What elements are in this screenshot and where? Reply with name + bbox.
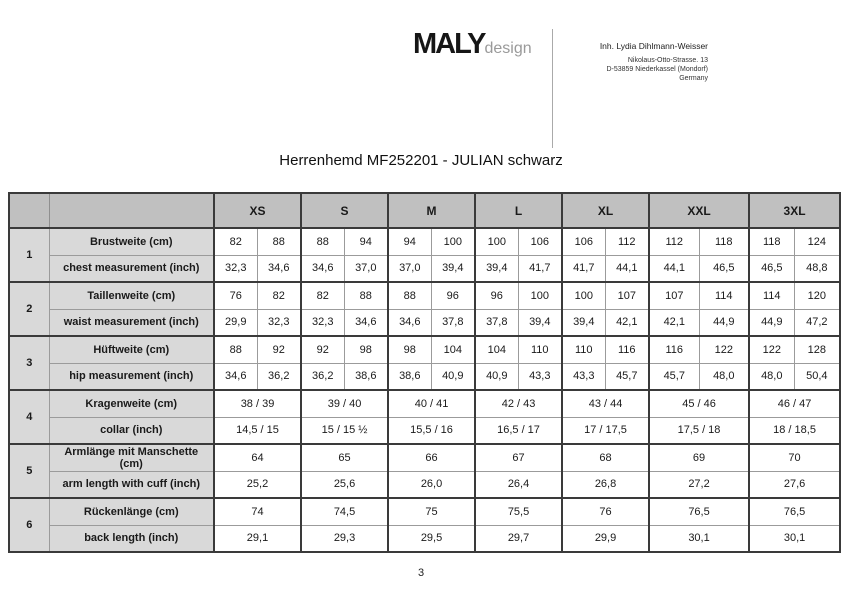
value-cell: 29,3 (301, 525, 388, 552)
value-cell: 118 (749, 228, 794, 255)
value-cell: 110 (518, 336, 562, 363)
value-cell: 34,6 (214, 363, 257, 390)
size-chart (8, 192, 841, 553)
value-cell: 27,6 (749, 471, 840, 498)
value-cell: 39,4 (518, 309, 562, 336)
row-label-inch: collar (inch) (49, 417, 214, 444)
value-cell: 48,8 (794, 255, 840, 282)
value-cell: 34,6 (301, 255, 344, 282)
value-cell: 100 (431, 228, 475, 255)
value-cell: 37,0 (344, 255, 388, 282)
value-cell: 32,3 (257, 309, 301, 336)
size-header-xs: XS (214, 193, 301, 228)
row-label-inch: hip measurement (inch) (49, 363, 214, 390)
value-cell: 76,5 (749, 498, 840, 525)
value-cell: 42 / 43 (475, 390, 562, 417)
value-cell: 107 (649, 282, 699, 309)
contact-owner: Inh. Lydia Dihlmann-Weisser (599, 41, 708, 51)
value-cell: 70 (749, 444, 840, 471)
value-cell: 100 (562, 282, 605, 309)
value-cell: 104 (475, 336, 518, 363)
value-cell: 37,8 (431, 309, 475, 336)
value-cell: 38 / 39 (214, 390, 301, 417)
value-cell: 124 (794, 228, 840, 255)
contact-street: Nikolaus-Otto-Strasse. 13 (627, 57, 708, 64)
value-cell: 16,5 / 17 (475, 417, 562, 444)
value-cell: 29,1 (214, 525, 301, 552)
value-cell: 46,5 (749, 255, 794, 282)
row-label-inch: arm length with cuff (inch) (49, 471, 214, 498)
size-header-xxl: XXL (649, 193, 749, 228)
size-header-m: M (388, 193, 475, 228)
value-cell: 98 (344, 336, 388, 363)
value-cell: 14,5 / 15 (214, 417, 301, 444)
row-label-cm: Taillenweite (cm) (49, 282, 214, 309)
value-cell: 43 / 44 (562, 390, 649, 417)
size-header-s: S (301, 193, 388, 228)
value-cell: 112 (649, 228, 699, 255)
value-cell: 75,5 (475, 498, 562, 525)
value-cell: 40,9 (431, 363, 475, 390)
value-cell: 45,7 (649, 363, 699, 390)
value-cell: 96 (475, 282, 518, 309)
value-cell: 43,3 (518, 363, 562, 390)
value-cell: 43,3 (562, 363, 605, 390)
value-cell: 46 / 47 (749, 390, 840, 417)
value-cell: 34,6 (257, 255, 301, 282)
value-cell: 39 / 40 (301, 390, 388, 417)
value-cell: 88 (388, 282, 431, 309)
value-cell: 48,0 (749, 363, 794, 390)
value-cell: 39,4 (475, 255, 518, 282)
value-cell: 36,2 (301, 363, 344, 390)
value-cell: 25,6 (301, 471, 388, 498)
value-cell: 69 (649, 444, 749, 471)
value-cell: 47,2 (794, 309, 840, 336)
value-cell: 40,9 (475, 363, 518, 390)
row-label-cm: Hüftweite (cm) (49, 336, 214, 363)
value-cell: 26,4 (475, 471, 562, 498)
value-cell: 120 (794, 282, 840, 309)
value-cell: 92 (301, 336, 344, 363)
value-cell: 32,3 (301, 309, 344, 336)
size-header-xl: XL (562, 193, 649, 228)
row-label-inch: chest measurement (inch) (49, 255, 214, 282)
logo-sub-text: design (484, 40, 532, 57)
value-cell: 29,9 (562, 525, 649, 552)
table-corner-cell (9, 193, 49, 228)
value-cell: 74,5 (301, 498, 388, 525)
value-cell: 39,4 (431, 255, 475, 282)
value-cell: 88 (257, 228, 301, 255)
value-cell: 25,2 (214, 471, 301, 498)
value-cell: 92 (257, 336, 301, 363)
row-number: 1 (9, 228, 49, 282)
letterhead-divider (552, 29, 553, 148)
value-cell: 88 (344, 282, 388, 309)
value-cell: 50,4 (794, 363, 840, 390)
value-cell: 27,2 (649, 471, 749, 498)
value-cell: 40 / 41 (388, 390, 475, 417)
value-cell: 114 (699, 282, 749, 309)
value-cell: 106 (562, 228, 605, 255)
contact-block (556, 41, 708, 83)
value-cell: 76 (562, 498, 649, 525)
row-number: 3 (9, 336, 49, 390)
measurement-label-header (49, 193, 214, 228)
value-cell: 38,6 (344, 363, 388, 390)
value-cell: 98 (388, 336, 431, 363)
value-cell: 68 (562, 444, 649, 471)
row-label-cm: Kragenweite (cm) (49, 390, 214, 417)
value-cell: 74 (214, 498, 301, 525)
value-cell: 15 / 15 ½ (301, 417, 388, 444)
value-cell: 36,2 (257, 363, 301, 390)
value-cell: 94 (344, 228, 388, 255)
value-cell: 116 (605, 336, 649, 363)
value-cell: 107 (605, 282, 649, 309)
value-cell: 100 (518, 282, 562, 309)
value-cell: 94 (388, 228, 431, 255)
value-cell: 34,6 (344, 309, 388, 336)
value-cell: 45,7 (605, 363, 649, 390)
value-cell: 37,8 (475, 309, 518, 336)
value-cell: 76 (214, 282, 257, 309)
contact-city: D-53859 Niederkassel (Mondorf) (606, 66, 708, 73)
value-cell: 17 / 17,5 (562, 417, 649, 444)
page-title: Herrenhemd MF252201 - JULIAN schwarz (279, 152, 563, 169)
value-cell: 118 (699, 228, 749, 255)
value-cell: 32,3 (214, 255, 257, 282)
maly-logo (413, 30, 532, 59)
size-header-l: L (475, 193, 562, 228)
row-label-cm: Armlänge mit Manschette (cm) (49, 444, 214, 471)
value-cell: 114 (749, 282, 794, 309)
row-label-cm: Brustweite (cm) (49, 228, 214, 255)
row-label-inch: back length (inch) (49, 525, 214, 552)
value-cell: 128 (794, 336, 840, 363)
value-cell: 42,1 (649, 309, 699, 336)
value-cell: 88 (301, 228, 344, 255)
value-cell: 110 (562, 336, 605, 363)
value-cell: 30,1 (649, 525, 749, 552)
row-label-inch: waist measurement (inch) (49, 309, 214, 336)
value-cell: 104 (431, 336, 475, 363)
value-cell: 42,1 (605, 309, 649, 336)
size-table (8, 192, 841, 553)
value-cell: 96 (431, 282, 475, 309)
value-cell: 76,5 (649, 498, 749, 525)
size-header-3xl: 3XL (749, 193, 840, 228)
value-cell: 17,5 / 18 (649, 417, 749, 444)
value-cell: 82 (257, 282, 301, 309)
row-number: 4 (9, 390, 49, 444)
value-cell: 75 (388, 498, 475, 525)
value-cell: 66 (388, 444, 475, 471)
row-number: 2 (9, 282, 49, 336)
logo-main-text: MALY (413, 28, 485, 60)
value-cell: 34,6 (388, 309, 431, 336)
value-cell: 67 (475, 444, 562, 471)
value-cell: 82 (214, 228, 257, 255)
value-cell: 39,4 (562, 309, 605, 336)
value-cell: 45 / 46 (649, 390, 749, 417)
value-cell: 44,1 (605, 255, 649, 282)
value-cell: 37,0 (388, 255, 431, 282)
value-cell: 100 (475, 228, 518, 255)
value-cell: 48,0 (699, 363, 749, 390)
value-cell: 44,9 (699, 309, 749, 336)
value-cell: 30,1 (749, 525, 840, 552)
value-cell: 46,5 (699, 255, 749, 282)
value-cell: 116 (649, 336, 699, 363)
value-cell: 29,5 (388, 525, 475, 552)
row-number: 6 (9, 498, 49, 552)
value-cell: 41,7 (562, 255, 605, 282)
page-number: 3 (417, 567, 425, 579)
value-cell: 65 (301, 444, 388, 471)
value-cell: 112 (605, 228, 649, 255)
value-cell: 82 (301, 282, 344, 309)
value-cell: 122 (699, 336, 749, 363)
value-cell: 15,5 / 16 (388, 417, 475, 444)
value-cell: 26,0 (388, 471, 475, 498)
value-cell: 106 (518, 228, 562, 255)
value-cell: 41,7 (518, 255, 562, 282)
value-cell: 88 (214, 336, 257, 363)
value-cell: 122 (749, 336, 794, 363)
value-cell: 29,9 (214, 309, 257, 336)
value-cell: 38,6 (388, 363, 431, 390)
row-label-cm: Rückenlänge (cm) (49, 498, 214, 525)
contact-country: Germany (679, 75, 708, 82)
value-cell: 29,7 (475, 525, 562, 552)
value-cell: 44,9 (749, 309, 794, 336)
value-cell: 26,8 (562, 471, 649, 498)
row-number: 5 (9, 444, 49, 498)
value-cell: 64 (214, 444, 301, 471)
value-cell: 44,1 (649, 255, 699, 282)
value-cell: 18 / 18,5 (749, 417, 840, 444)
